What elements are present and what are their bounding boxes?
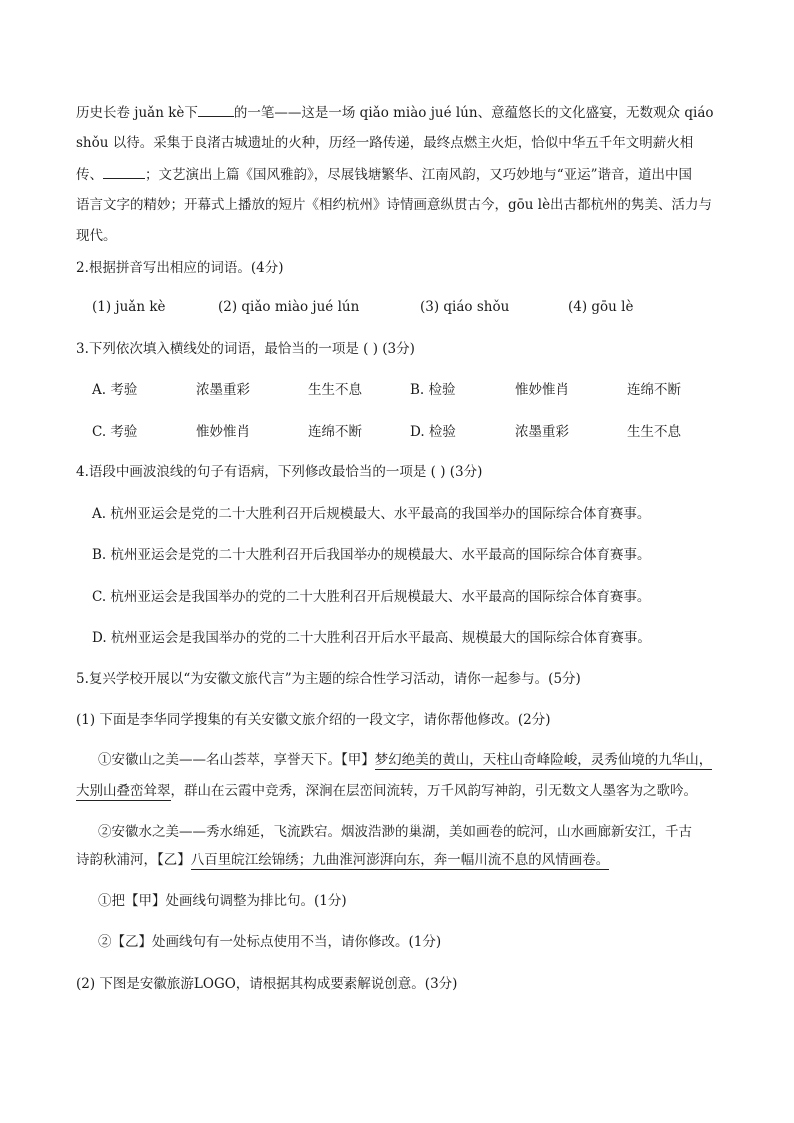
para-text: 诗韵秋浦河，【乙】 (76, 852, 191, 868)
option-b[interactable]: B. 检验 (410, 382, 456, 398)
para1-line-2 (76, 782, 697, 800)
passage-text: ；文艺演出上篇《国风雅韵》，尽展钱塘繁华、江南风韵，又巧妙地与“亚运”谐音，道出中国 (145, 167, 693, 183)
q5-subquestion-1: (1) 下面是李华同学搜集的有关安徽文旅介绍的一段文字，请你帮他修改。(2分) (76, 712, 551, 728)
q4-option-c[interactable]: C. 杭州亚运会是我国举办的党的二十大胜利召开后规模最大、水平最高的国际综合体育赛事。 (92, 589, 651, 605)
question-5-title: 5.复兴学校开展以“为安徽文旅代言”为主题的综合性学习活动，请你一起参与。(5分) (76, 671, 581, 687)
pinyin-item: (3) qiáo shǒu (420, 299, 510, 315)
q4-option-b[interactable]: B. 杭州亚运会是党的二十大胜利召开后我国举办的规模最大、水平最高的国际综合体育赛事。 (92, 547, 651, 563)
passage-text: 历史长卷 juǎn kè下 (76, 105, 198, 121)
passage-line-5: 现代。 (76, 228, 117, 244)
option-a[interactable]: A. 考验 (92, 382, 138, 398)
option-d[interactable]: D. 检验 (410, 424, 456, 440)
option-c-word: 连绵不断 (308, 424, 362, 440)
pinyin-item: (2) qiǎo miào jué lún (218, 299, 360, 315)
option-d-word: 生生不息 (627, 424, 681, 440)
passage-line-4: 语言文字的精妙；开幕式上播放的短片《相约杭州》诗情画意纵贯古今，gōu lè出古都杭州的隽美、活力与 (76, 197, 713, 213)
option-d-word: 浓墨重彩 (515, 424, 569, 440)
question-3-title: 3.下列依次填入横线处的词语，最恰当的一项是 ( ) (3分) (76, 341, 415, 357)
para2-line-1: ②安徽水之美——秀水绵延，飞流跌宕。烟波浩渺的巢湖，美如画卷的皖河，山水画廊新安江，千古 (98, 824, 692, 840)
para-text: ，群山在云霞中竞秀，深涧在层峦间流转，万千风韵写神韵，引无数文人墨客为之歌吟。 (170, 783, 697, 799)
q3-option-row-cd (92, 423, 712, 443)
q3-option-row-ab (92, 381, 712, 401)
passage-line-2: shǒu 以待。采集于良渚古城遗址的火种，历经一路传递，最终点燃主火炬，恰似中华五千年文明薪火相 (76, 135, 694, 151)
q5-task-1: ①把【甲】处画线句调整为排比句。(1分) (98, 893, 347, 909)
pinyin-item: (4) gōu lè (568, 299, 634, 315)
fill-blank[interactable] (198, 103, 234, 117)
question-2-title: 2.根据拼音写出相应的词语。(4分) (76, 260, 284, 276)
passage-line-1 (76, 103, 714, 122)
underlined-sentence-yi: 八百里皖江绘锦绣；九曲淮河澎湃向东，奔一幅川流不息的风情画卷。 (190, 852, 610, 868)
para-text: ①安徽山之美——名山荟萃，享誉天下。【甲】 (98, 752, 375, 768)
para1-line-1 (98, 751, 712, 769)
fill-blank[interactable] (103, 165, 145, 179)
option-c[interactable]: C. 考验 (92, 424, 138, 440)
q4-option-d[interactable]: D. 杭州亚运会是我国举办的党的二十大胜利召开后水平最高、规模最大的国际综合体育赛事。 (92, 630, 651, 646)
passage-text: 的一笔——这是一场 qiǎo miào jué lún、意蕴悠长的文化盛宴，无数观众 qiáo (233, 105, 714, 121)
option-b-word: 连绵不断 (627, 382, 681, 398)
passage-line-3 (76, 165, 692, 184)
q5-subquestion-2: (2) 下图是安徽旅游LOGO，请根据其构成要素解说创意。(3分) (76, 976, 458, 992)
underlined-sentence-jia: 梦幻绝美的黄山，天柱山奇峰险峻，灵秀仙境的九华山， (374, 752, 713, 768)
option-a-word: 生生不息 (308, 382, 362, 398)
pinyin-item: (1) juǎn kè (92, 299, 166, 315)
option-a-word: 浓墨重彩 (196, 382, 250, 398)
underlined-sentence-jia: 大别山叠峦耸翠 (76, 783, 171, 799)
passage-text: 传、 (76, 167, 103, 183)
question-4-title: 4.语段中画波浪线的句子有语病，下列修改最恰当的一项是 ( ) (3分) (76, 464, 483, 480)
q4-option-a[interactable]: A. 杭州亚运会是党的二十大胜利召开后规模最大、水平最高的我国举办的国际综合体育赛事。 (92, 506, 651, 522)
para2-line-2 (76, 851, 609, 869)
pinyin-items (92, 298, 732, 318)
option-b-word: 惟妙惟肖 (515, 382, 569, 398)
option-c-word: 惟妙惟肖 (196, 424, 250, 440)
q5-task-2: ②【乙】处画线句有一处标点使用不当，请你修改。(1分) (98, 934, 442, 950)
